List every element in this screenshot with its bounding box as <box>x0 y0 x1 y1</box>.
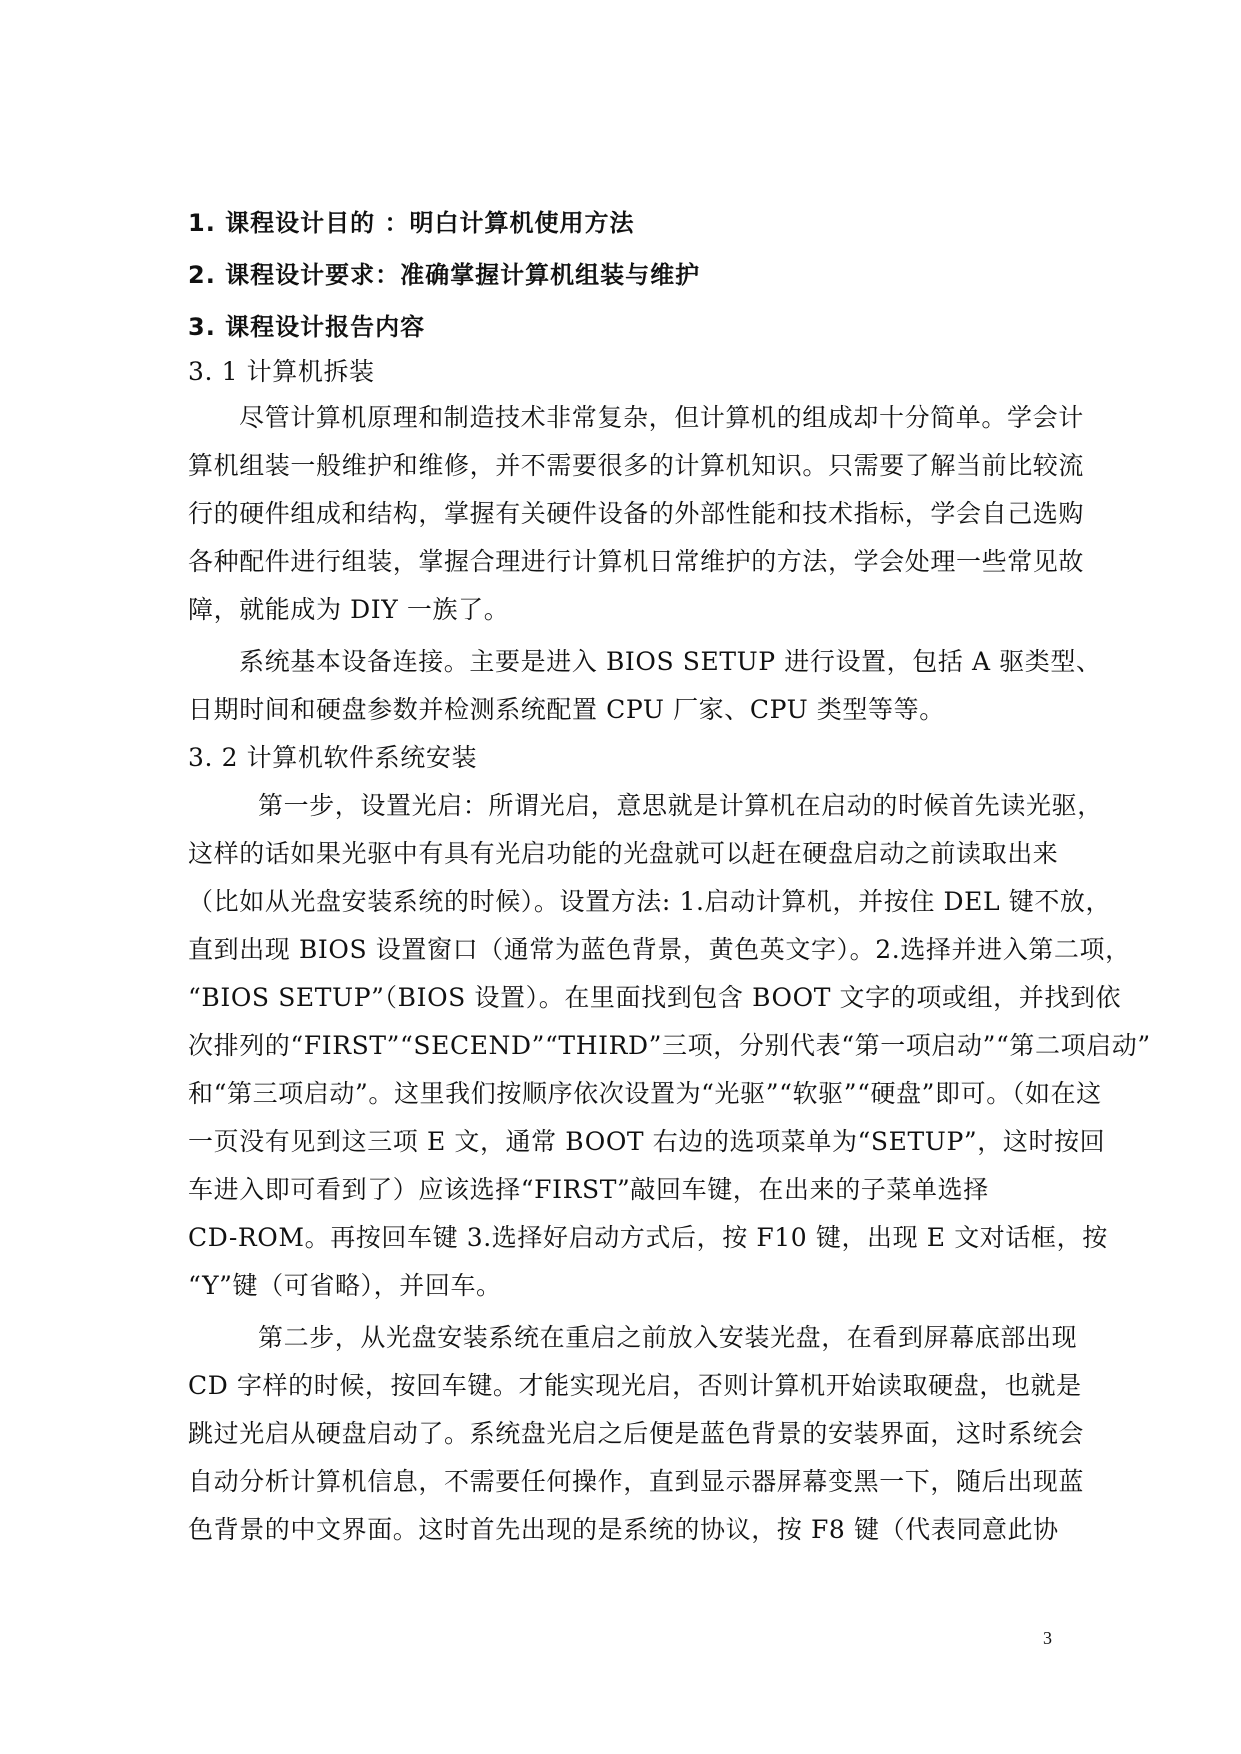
paragraph-line: CD-ROM。再按回车键 3.选择好启动方式后，按 F10 键，出现 E 文对话框，按 <box>188 1223 1108 1252</box>
paragraph-line: 色背景的中文界面。这时首先出现的是系统的协议，按 F8 键（代表同意此协 <box>188 1515 1059 1544</box>
paragraph-line: （比如从光盘安装系统的时候）。设置方法: 1.启动计算机，并按住 DEL 键不放， <box>188 887 1112 916</box>
paragraph-line: 跳过光启从硬盘启动了。系统盘光启之后便是蓝色背景的安装界面，这时系统会 <box>188 1419 1085 1448</box>
paragraph-line: 算机组装一般维护和维修，并不需要很多的计算机知识。只需要了解当前比较流 <box>188 451 1085 480</box>
paragraph-line: 次排列的“FIRST”“SECEND”“THIRD”三项，分别代表“第一项启动”“第二项启动” <box>188 1031 1151 1060</box>
paragraph-line: 这样的话如果光驱中有具有光启功能的光盘就可以赶在硬盘启动之前读取出来 <box>188 839 1059 868</box>
paragraph-line: 障，就能成为 DIY 一族了。 <box>188 595 510 624</box>
paragraph-line: 日期时间和硬盘参数并检测系统配置 CPU 厂家、CPU 类型等等。 <box>188 695 945 724</box>
paragraph-line: 行的硬件组成和结构，掌握有关硬件设备的外部性能和技术指标，学会自己选购 <box>188 499 1085 528</box>
paragraph-line: CD 字样的时候，按回车键。才能实现光启，否则计算机开始读取硬盘，也就是 <box>188 1371 1082 1400</box>
paragraph-line: 车进入即可看到了）应该选择“FIRST”敲回车键，在出来的子菜单选择 <box>188 1175 989 1204</box>
paragraph-line: 第二步，从光盘安装系统在重启之前放入安装光盘，在看到屏幕底部出现 <box>258 1323 1078 1352</box>
paragraph-line: 系统基本设备连接。主要是进入 BIOS SETUP 进行设置，包括 A 驱类型、 <box>239 647 1102 676</box>
paragraph-line: “BIOS SETUP”（BIOS 设置）。在里面找到包含 BOOT 文字的项或组，并找到依 <box>188 983 1122 1012</box>
paragraph-line: “Y”键（可省略），并回车。 <box>188 1271 502 1300</box>
paragraph-line: 一页没有见到这三项 E 文，通常 BOOT 右边的选项菜单为“SETUP”，这时按回 <box>188 1127 1106 1156</box>
section-title-3-2: 3. 2 计算机软件系统安装 <box>188 743 478 772</box>
paragraph-line: 各种配件进行组装，掌握合理进行计算机日常维护的方法，学会处理一些常见故 <box>188 547 1085 576</box>
paragraph-line: 直到出现 BIOS 设置窗口（通常为蓝色背景，黄色英文字）。2.选择并进入第二项， <box>188 935 1131 964</box>
paragraph-line: 尽管计算机原理和制造技术非常复杂，但计算机的组成却十分简单。学会计 <box>239 403 1084 432</box>
heading-purpose: 1. 课程设计目的 ：明白计算机使用方法 <box>188 209 635 237</box>
paragraph-line: 自动分析计算机信息，不需要任何操作，直到显示器屏幕变黑一下，随后出现蓝 <box>188 1467 1085 1496</box>
paragraph-line: 和“第三项启动”。这里我们按顺序依次设置为“光驱”“软驱”“硬盘”即可。（如在这 <box>188 1079 1102 1108</box>
heading-requirements: 2. 课程设计要求：准确掌握计算机组装与维护 <box>188 261 701 289</box>
section-title-3-1: 3. 1 计算机拆装 <box>188 357 375 386</box>
heading-report-content: 3. 课程设计报告内容 <box>188 313 426 341</box>
paragraph-line: 第一步，设置光启：所谓光启，意思就是计算机在启动的时候首先读光驱， <box>258 791 1103 820</box>
page-number: 3 <box>1043 1628 1052 1648</box>
